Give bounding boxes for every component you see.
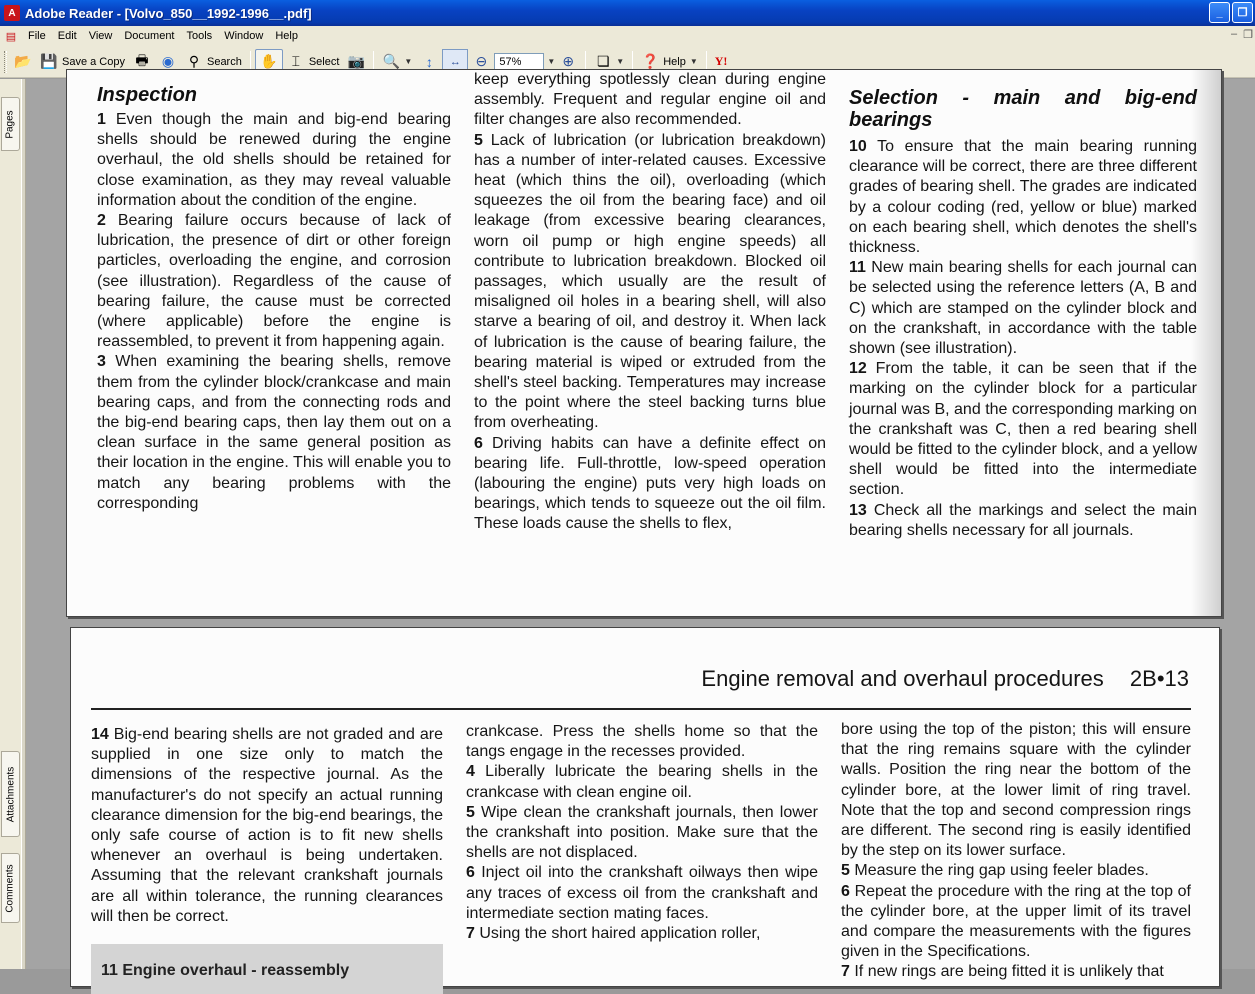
paragraph [91, 725, 443, 927]
menu-file[interactable]: File [28, 30, 46, 42]
paragraph [474, 434, 826, 535]
minus-circle-icon: ⊖ [475, 53, 488, 69]
tab-attachments-label: Attachments [5, 766, 16, 822]
paragraph [97, 352, 451, 514]
paragraph [466, 924, 818, 944]
paragraph-text: From the table, it can be seen that if the marking on the cylinder block for a particular journal was B, and the corresponding marking on the crankshaft was C, then a red bearing shell would be fitted to the cylinder block, and a yellow shell would be fitted into the intermediate section. [849, 360, 1197, 499]
open-folder-icon: 📂 [14, 53, 32, 69]
page1-column-3 [849, 87, 1197, 541]
tab-attachments[interactable] [1, 751, 20, 837]
paragraph-text: Bearing failure occurs because of lack of lubrication, the presence of dirt or other foreign particles, overloading the engine, and corrosion (see illustration). Regardless of the cause of bearing failure, the cause must be corrected (where applicable) before the engine is reassembled, to prevent it from happening again. [97, 212, 452, 351]
paragraph-number: 5 [474, 131, 483, 149]
page2-column-1 [91, 725, 443, 927]
fit-width-icon: ↔ [449, 55, 461, 68]
toolbar-grip[interactable] [4, 51, 7, 73]
search-label: Search [206, 55, 242, 68]
pdf-page [70, 627, 1220, 987]
paragraph-text: Check all the markings and select the main bearing shells necessary for all journals. [849, 501, 1197, 539]
zoom-dropdown-icon[interactable]: ▼ [547, 57, 556, 66]
paragraph-number: 7 [841, 963, 850, 981]
page-header-title: Engine removal and overhaul procedures [701, 666, 1104, 691]
header-rule [91, 708, 1191, 710]
tab-pages[interactable] [1, 97, 20, 151]
paragraph-text: Even though the main and big-end bearing shells should be renewed during the engine overhaul, the old shells should be retained for close examination, as they may reveal valuable information about the condition of the engine. [97, 111, 451, 209]
tab-comments-label: Comments [5, 863, 17, 913]
help-icon: ❓ [641, 53, 659, 69]
paragraph [849, 137, 1197, 258]
doc-minimize-icon[interactable]: – [1231, 28, 1238, 40]
paragraph-text: New main bearing shells for each journal can be selected using the reference letters (A, B and C) which are stamped on the cylinder block and on the crankshaft, in accordance with the table shown (see illustration). [849, 259, 1198, 358]
paragraph: bore using the top of the piston; this will ensure that the ring remains square with the cylinder walls. Position the ring near the bottom of the cylinder bore, at the lower limit of ring travel. Note that the top and second compression rings are different. The second ring is easily identified by the step on its lower surface. [841, 721, 1191, 860]
adobe-reader-icon: A [4, 5, 20, 21]
menu-window[interactable]: Window [224, 30, 264, 42]
paragraph-number: 5 [841, 862, 850, 880]
paragraph-text: Liberally lubricate the bearing shells in the crankcase with clean engine oil. [466, 763, 818, 801]
menu-tools[interactable]: Tools [186, 30, 213, 42]
menu-document[interactable]: Document [124, 30, 175, 42]
paragraph-number: 11 [849, 259, 866, 277]
paragraph-text: Wipe clean the crankshaft journals, then lower the crankshaft into position. Make sure that the shells are not displaced. [466, 803, 819, 862]
menu-bar [0, 26, 1255, 46]
paragraph-number: 2 [97, 212, 106, 230]
pdf-page [66, 69, 1222, 617]
document-icon[interactable]: ▤ [5, 30, 17, 43]
page-header [701, 666, 1189, 692]
open-button[interactable] [10, 49, 36, 75]
paragraph [849, 501, 1197, 541]
binoculars-icon: ⚲ [188, 53, 200, 69]
paragraph-number: 6 [841, 882, 850, 900]
page-number: 2B•13 [1129, 666, 1189, 691]
chevron-down-icon: ▼ [404, 57, 413, 66]
plus-circle-icon: ⊕ [562, 53, 575, 69]
menu-help[interactable]: Help [275, 30, 298, 42]
chevron-down-icon: ▼ [616, 57, 625, 66]
select-label: Select [308, 55, 340, 68]
paragraph-text: To ensure that the main bearing running clearance will be correct, there are three different grades of bearing shell. The grades are indicated by a colour coding (red, yellow or blue) marked on each bearing shell, which denotes the shell's thickness. [849, 138, 1197, 257]
pages-layout-icon: ❏ [596, 53, 610, 69]
paragraph-number: 6 [466, 864, 475, 882]
paragraph [466, 803, 818, 864]
paragraph [841, 861, 1191, 881]
restore-button[interactable] [1232, 2, 1253, 23]
printer-icon: 🖶 [135, 51, 149, 68]
page1-column-1 [97, 84, 451, 514]
title-bar [0, 0, 1255, 26]
doc-restore-icon[interactable]: ❐ [1243, 29, 1253, 41]
paragraph-number: 7 [466, 925, 475, 943]
paragraph-number: 13 [849, 501, 867, 519]
paragraph: crankcase. Press the shells home so that the tangs engage in the recesses provided. [466, 723, 818, 761]
paragraph-text: Repeat the procedure with the ring at the top of the cylinder bore, at the upper limit of its travel and compare the measurements with the figures given in the Specifications. [841, 882, 1191, 961]
paragraph [841, 962, 1191, 982]
page1-column-2 [474, 70, 826, 535]
hand-icon: ✋ [260, 53, 278, 69]
text-cursor-icon: ⌶ [291, 53, 301, 69]
minimize-button[interactable] [1209, 2, 1230, 23]
paragraph-number: 5 [466, 803, 475, 821]
paragraph-text: Lack of lubrication (or lubrication breakdown) has a number of inter-related causes. Excessive heat (which thins the oil), overloading (which squeezes the oil from the bearing face) and oil leakage (from excessive bearing clearances, worn oil pump or high engine speeds) all contribute to lubrication breakdown. Blocked oil passages, which usually are the result of misaligned oil holes in a bearing shell, will also starve a bearing of oil, and destroy it. When lack of lubrication is the cause of bearing failure, the bearing material is wiped or extruded from the shell's steel backing. Temperatures may increase to the point where the steel backing turns blue from overheating. [474, 131, 826, 432]
page2-column-2 [466, 722, 818, 944]
save-icon: 💾 [40, 53, 58, 69]
paragraph [97, 211, 451, 352]
paragraph-text: If new rings are being fitted it is unlikely that [854, 963, 1164, 981]
paragraph [841, 882, 1191, 963]
paragraph-text: Using the short haired application roller, [479, 925, 761, 943]
paragraph-number: 1 [97, 111, 106, 128]
paragraph-number: 14 [91, 726, 109, 743]
paragraph-number: 10 [849, 138, 867, 155]
paragraph [466, 762, 818, 802]
window-title: Adobe Reader - [Volvo_850__1992-1996__.pdf] [25, 5, 312, 21]
paragraph-text: When examining the bearing shells, remove them from the cylinder block/crankcase and main bearing caps, and from the connecting rods and the big-end bearing caps, then lay them out on a clean surface in the same general position as their location in the engine. This will enable you to match any bearing problems with the corresponding [97, 353, 451, 512]
zoom-in-magnifier-icon: 🔍 [382, 53, 401, 69]
navigation-pane [0, 79, 22, 969]
paragraph [849, 258, 1197, 359]
paragraph-number: 12 [849, 360, 867, 378]
save-copy-label: Save a Copy [62, 55, 125, 68]
paragraph-text: Big-end bearing shells are not graded and are supplied in one size only to match the dimensions of the respective journal. As the manufacturer's do not specify an actual running clearance dimension for the big-end bearings, the only safe course of action is to fit new shells whenever an overhaul is being undertaken. Assuming that the relevant crankshaft journals are all within tolerance, the running clearances will then be correct. [91, 726, 443, 925]
paragraph [466, 863, 818, 924]
document-view[interactable] [26, 71, 1255, 981]
section-heading: Selection - main and big-end bearings [849, 87, 1197, 131]
section-heading: Inspection [97, 84, 198, 106]
paragraph-text: Driving habits can have a definite effect on bearing life. Full-throttle, low-speed operation (labouring the engine) puts very high loads on bearings, which tends to squeeze out the oil film. These loads cause the shells to flex, [474, 434, 826, 533]
paragraph-text: Inject oil into the crankshaft oilways then wipe any traces of excess oil from the crankshaft and intermediate section mating faces. [466, 864, 818, 922]
section-heading-box: 11 Engine overhaul - reassembly [91, 944, 443, 994]
paragraph-text: Measure the ring gap using feeler blades. [854, 862, 1149, 880]
chevron-down-icon: ▼ [689, 57, 698, 66]
menu-view[interactable]: View [88, 30, 113, 42]
paragraph: keep everything spotlessly clean during engine assembly. Frequent and regular engine oil and filter changes are also recommended. [474, 71, 826, 129]
paragraph [849, 359, 1197, 500]
paragraph [97, 110, 451, 211]
paragraph [474, 131, 826, 434]
yahoo-logo: Y! [714, 54, 728, 68]
restore-icon: ❐ [1237, 7, 1248, 19]
page2-column-3 [841, 720, 1191, 983]
minimize-icon: _ [1216, 6, 1223, 19]
menu-edit[interactable]: Edit [57, 30, 77, 42]
camera-icon: 📷 [347, 53, 366, 69]
tab-comments[interactable] [1, 853, 20, 923]
tab-pages-label: Pages [5, 109, 17, 139]
fit-page-icon: ↕ [425, 53, 433, 70]
paragraph-number: 4 [466, 763, 475, 781]
zoom-input[interactable]: 57% [494, 53, 544, 71]
paragraph-number: 3 [97, 353, 106, 371]
help-label: Help [663, 55, 686, 68]
paragraph-number: 6 [474, 434, 483, 452]
globe-mail-icon: ◉ [161, 53, 175, 69]
